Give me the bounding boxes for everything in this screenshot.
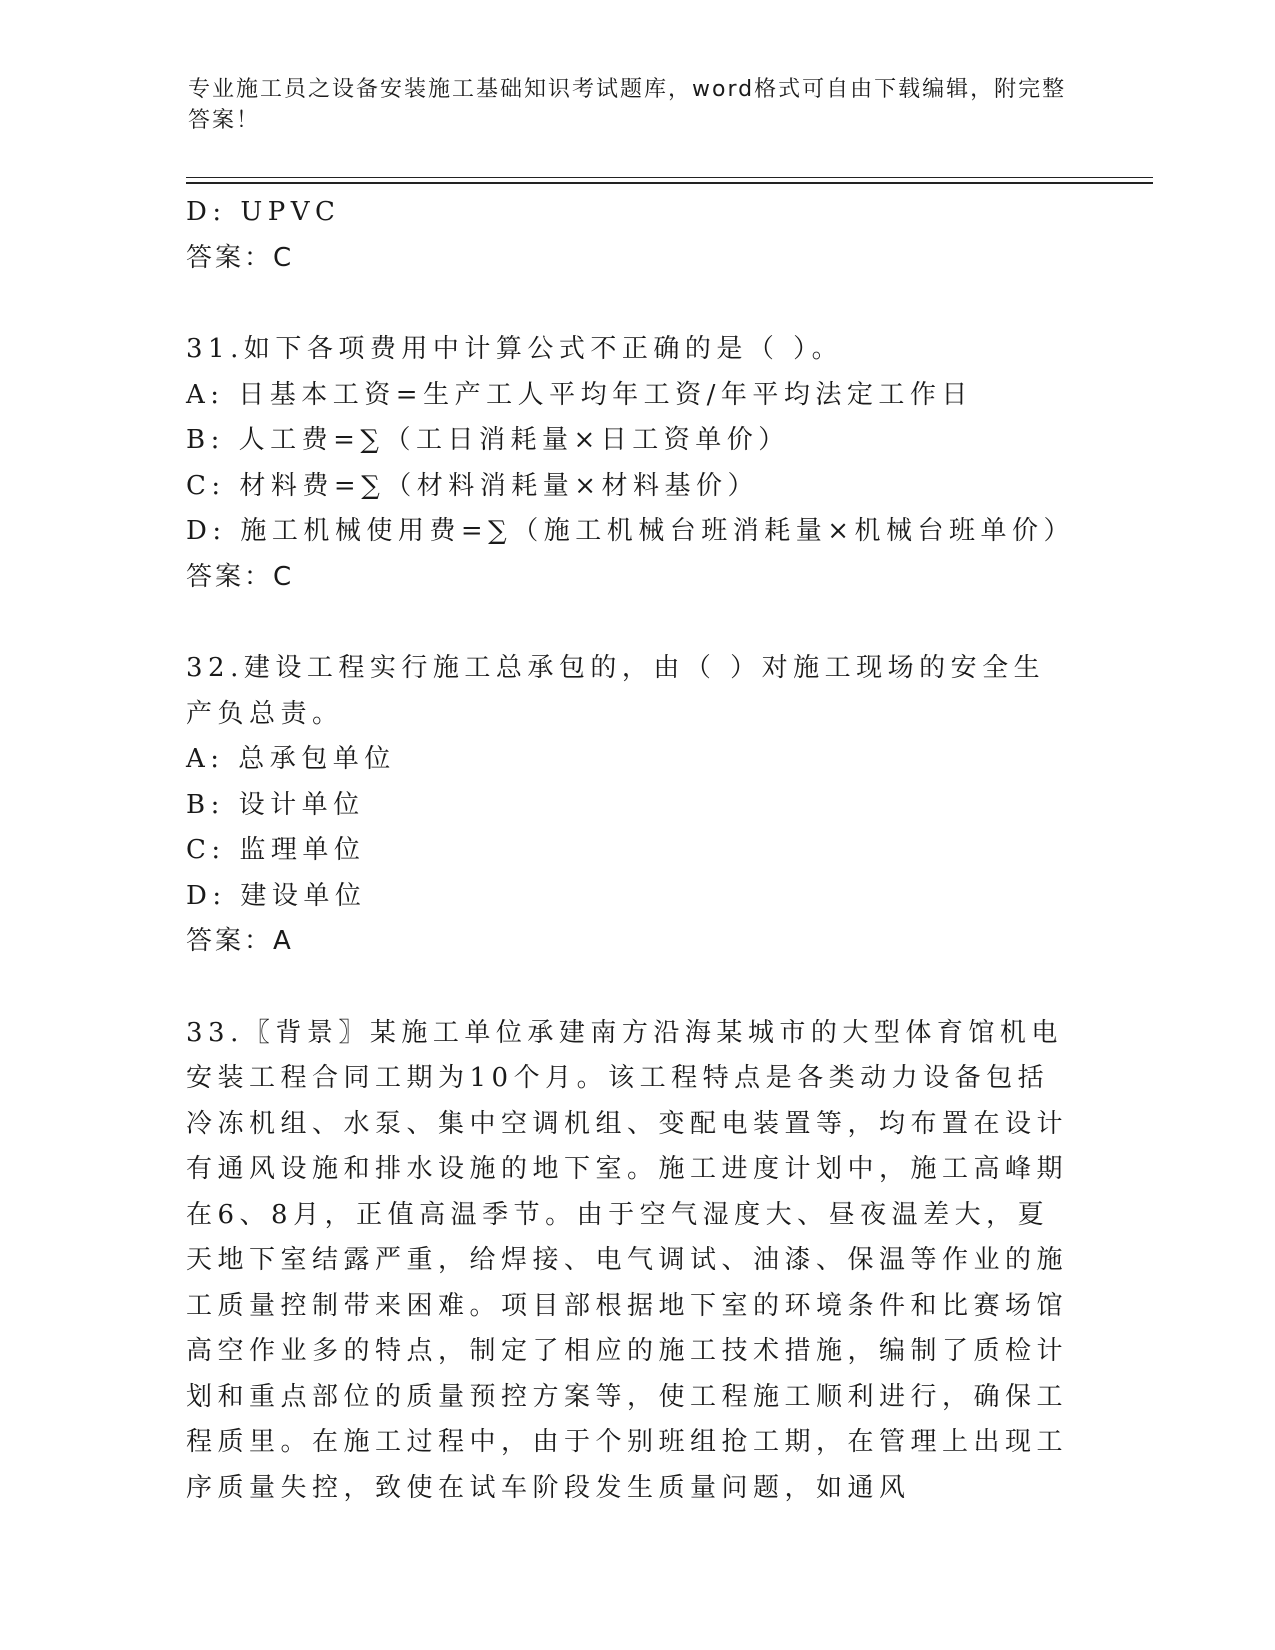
question-answer: 答案：C: [186, 561, 295, 592]
document-header: 专业施工员之设备安装施工基础知识考试题库，word格式可自由下载编辑，附完整答案！: [188, 77, 1067, 133]
prev-option-d: D: UPVC: [186, 197, 341, 227]
option-d: D: 建设单位: [186, 880, 367, 911]
spacer: [186, 281, 1076, 327]
option-b: B: 设计单位: [186, 789, 365, 820]
option-c: C: 监理单位: [186, 835, 366, 865]
document-body: [186, 190, 1076, 1511]
option-b: B: 人工费=∑（工日消耗量×日工资单价）: [186, 425, 790, 455]
option-d: D: 施工机械使用费=∑（施工机械台班消耗量×机械台班单价）: [186, 516, 1076, 546]
option-a: A: 日基本工资=生产工人平均年工资/年平均法定工作日: [186, 379, 973, 410]
prev-answer: 答案：C: [186, 242, 295, 273]
question-stem: 33.〖背景〗某施工单位承建南方沿海某城市的大型体育馆机电安装工程合同工期为10个月。该工程特点是各类动力设备包括冷冻机组、水泵、集中空调机组、变配电装置等，均布置在设计有通风设施和排水设施的地下室。施工进度计划中，施工高峰期在6、8月，正值高温季节。由于空气湿度大、昼夜温差大，夏天地下室结露严重，给焊接、电气调试、油漆、保温等作业的施工质量控制带来困难。项目部根据地下室的环境条件和比赛场馆高空作业多的特点，制定了相应的施工技术措施，编制了质检计划和重点部位的质量预控方案等，使工程施工顺利进行，确保工程质里。在施工过程中，由于个别班组抢工期，在管理上出现工序质量失控，致使在试车阶段发生质量问题，如通风: [186, 1017, 1069, 1503]
question-33: [186, 1011, 1076, 1512]
question-31: [186, 327, 1076, 600]
header-rule-thin: [186, 177, 1153, 178]
spacer: [186, 965, 1076, 1011]
question-32: [186, 646, 1076, 965]
option-c: C: 材料费=∑（材料消耗量×材料基价）: [186, 470, 760, 501]
question-stem: 32.建设工程实行施工总承包的，由（ ）对施工现场的安全生产负总责。: [186, 653, 1046, 729]
option-a: A: 总承包单位: [186, 744, 396, 774]
question-answer: 答案：A: [186, 926, 294, 956]
spacer: [186, 600, 1076, 646]
header-rule-thick: [186, 182, 1153, 184]
question-stem: 31.如下各项费用中计算公式不正确的是（ ）。: [186, 334, 844, 364]
